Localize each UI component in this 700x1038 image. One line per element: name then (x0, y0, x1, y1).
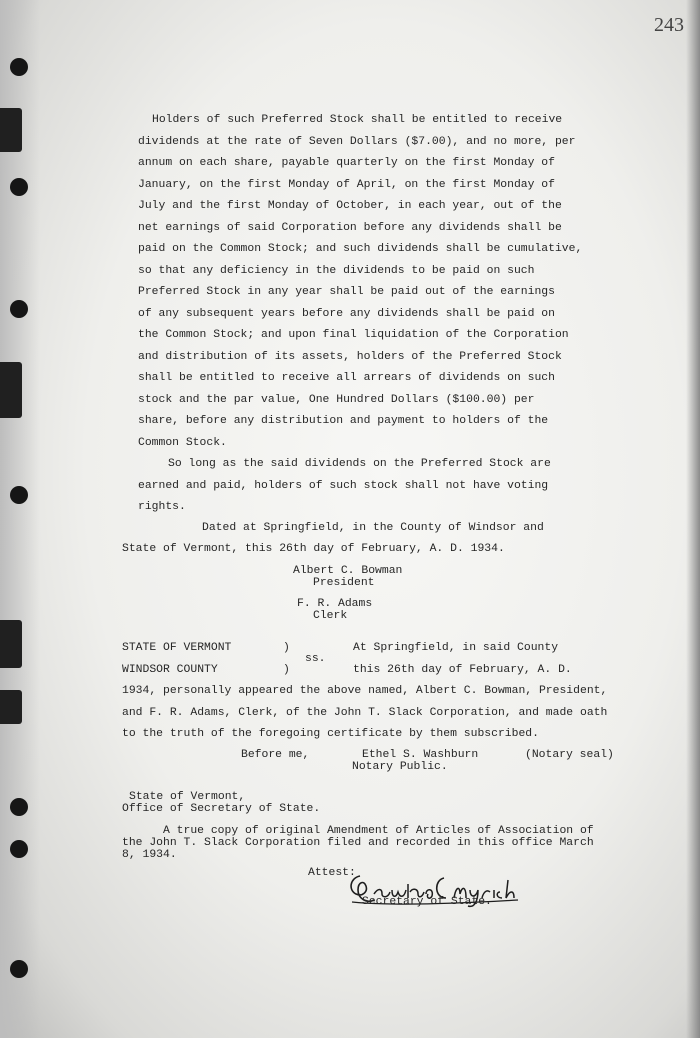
body-line: paid on the Common Stock; and such dividends shall be cumulative, (138, 243, 583, 255)
body-line: Dated at Springfield, in the County of Windsor and (202, 522, 544, 534)
body-line: earned and paid, holders of such stock shall not have voting (138, 480, 549, 492)
binder-hole-icon (10, 960, 28, 978)
certification-line: State of Vermont, (129, 791, 246, 803)
body-line: net earnings of said Corporation before any dividends shall be (138, 222, 562, 234)
binder-tab (0, 362, 22, 418)
right-shadow (686, 0, 700, 1038)
signer-name: F. R. Adams (297, 598, 373, 610)
body-line: dividends at the rate of Seven Dollars ($7.00), and no more, per (138, 136, 576, 148)
attest-label: Attest: (308, 867, 356, 879)
binder-tab (0, 690, 22, 724)
binder-hole-icon (10, 300, 28, 318)
binder-hole-icon (10, 178, 28, 196)
body-line: the Common Stock; and upon final liquidation of the Corporation (138, 329, 569, 341)
certification-line: A true copy of original Amendment of Articles of Association of (163, 825, 594, 837)
binder-tab (0, 108, 22, 152)
body-line: Common Stock. (138, 437, 227, 449)
notary-name: Ethel S. Washburn (362, 749, 479, 761)
body-line: and F. R. Adams, Clerk, of the John T. Slack Corporation, and made oath (122, 707, 608, 719)
body-line: shall be entitled to receive all arrears of dividends on such (138, 372, 555, 384)
body-line: July and the first Monday of October, in each year, out of the (138, 200, 562, 212)
body-line: January, on the first Monday of April, on the first Monday of (138, 179, 555, 191)
body-line: At Springfield, in said County (353, 642, 559, 654)
body-line: stock and the par value, One Hundred Dollars ($100.00) per (138, 394, 535, 406)
binder-hole-icon (10, 58, 28, 76)
notary-title: Notary Public. (352, 761, 448, 773)
secretary-title: Secretary of State. (362, 896, 492, 908)
venue-county: WINDSOR COUNTY (122, 664, 218, 676)
binder-tab (0, 620, 22, 668)
page-number: 243 (654, 14, 684, 36)
venue-state: STATE OF VERMONT (122, 642, 232, 654)
venue-bracket: ) (283, 642, 290, 654)
body-line: and distribution of its assets, holders of the Preferred Stock (138, 351, 562, 363)
body-line: annum on each share, payable quarterly on the first Monday of (138, 157, 555, 169)
certification-line: 8, 1934. (122, 849, 177, 861)
signer-title: President (313, 577, 375, 589)
notary-seal: (Notary seal) (525, 749, 614, 761)
binder-hole-icon (10, 840, 28, 858)
venue-bracket: ) (283, 664, 290, 676)
body-line: rights. (138, 501, 186, 513)
notary-before: Before me, (241, 749, 310, 761)
body-line: so that any deficiency in the dividends to be paid on such (138, 265, 535, 277)
body-line: share, before any distribution and payment to holders of the (138, 415, 549, 427)
body-line: Holders of such Preferred Stock shall be entitled to receive (152, 114, 563, 126)
body-line: of any subsequent years before any dividends shall be paid on (138, 308, 555, 320)
signer-name: Albert C. Bowman (293, 565, 403, 577)
binder-hole-icon (10, 486, 28, 504)
body-line: State of Vermont, this 26th day of February, A. D. 1934. (122, 543, 505, 555)
certification-line: the John T. Slack Corporation filed and recorded in this office March (122, 837, 594, 849)
venue-ss: ss. (305, 653, 326, 665)
body-line: Preferred Stock in any year shall be paid out of the earnings (138, 286, 555, 298)
body-line: this 26th day of February, A. D. (353, 664, 572, 676)
body-line: 1934, personally appeared the above named, Albert C. Bowman, President, (122, 685, 608, 697)
body-line: to the truth of the foregoing certificate by them subscribed. (122, 728, 539, 740)
signer-title: Clerk (313, 610, 348, 622)
binder-hole-icon (10, 798, 28, 816)
left-shadow (0, 0, 40, 1038)
body-line: So long as the said dividends on the Preferred Stock are (168, 458, 551, 470)
certification-line: Office of Secretary of State. (122, 803, 321, 815)
